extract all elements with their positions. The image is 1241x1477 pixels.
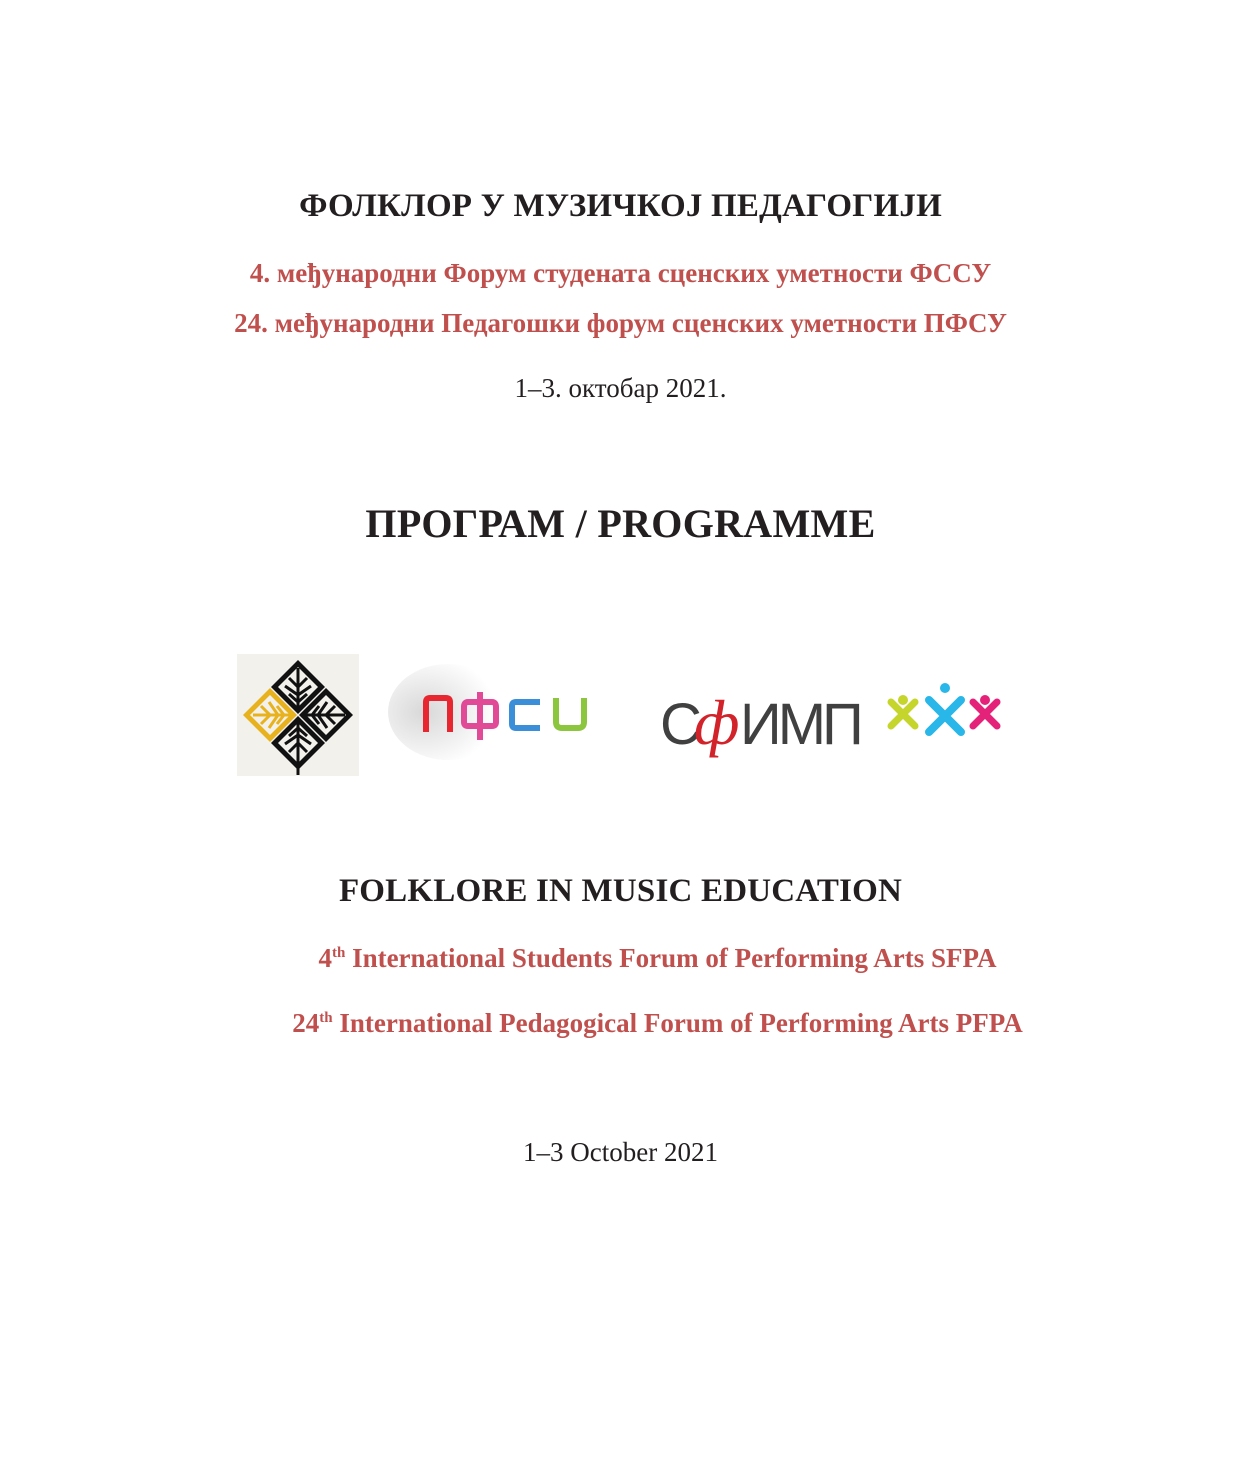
pedagogical-forum-number: 24	[292, 1008, 320, 1038]
svg-text:ф: ф	[694, 687, 740, 758]
sfimp-logo	[660, 678, 860, 768]
serbian-pedagogical-forum: 24. међународни Педагошки форум сценских уметности ПФСУ	[234, 308, 1007, 338]
svg-text:С: С	[660, 692, 699, 757]
svg-text:ИМП: ИМП	[740, 692, 860, 757]
serbian-students-forum: 4. међународни Форум студената сценских уметности ФССУ	[249, 258, 992, 288]
english-pedagogical-forum	[0, 1008, 1241, 1039]
serbian-title: ФОЛКЛОР У МУЗИЧКОЈ ПЕДАГОГИЈИ	[299, 188, 942, 224]
pfsu-logo	[388, 662, 624, 762]
students-forum-ordinal: th	[331, 945, 346, 961]
english-students-forum	[0, 943, 1241, 974]
english-date: 1–3 October 2021	[523, 1137, 718, 1167]
dancing-figures-logo	[885, 680, 1005, 750]
pedagogical-forum-ordinal: th	[319, 1010, 333, 1026]
pedagogical-forum-text: International Pedagogical Forum of Performing Arts PFPA	[332, 1008, 1023, 1038]
students-forum-number: 4	[318, 943, 332, 973]
logo-row	[0, 650, 1241, 780]
programme-heading: ПРОГРАМ / PROGRAMME	[365, 501, 876, 546]
students-forum-text: International Students Forum of Performing Arts SFPA	[345, 943, 997, 973]
serbian-date: 1–3. октобар 2021.	[514, 373, 727, 403]
english-title: FOLKLORE IN MUSIC EDUCATION	[338, 873, 903, 909]
folk-tree-logo	[237, 654, 359, 776]
